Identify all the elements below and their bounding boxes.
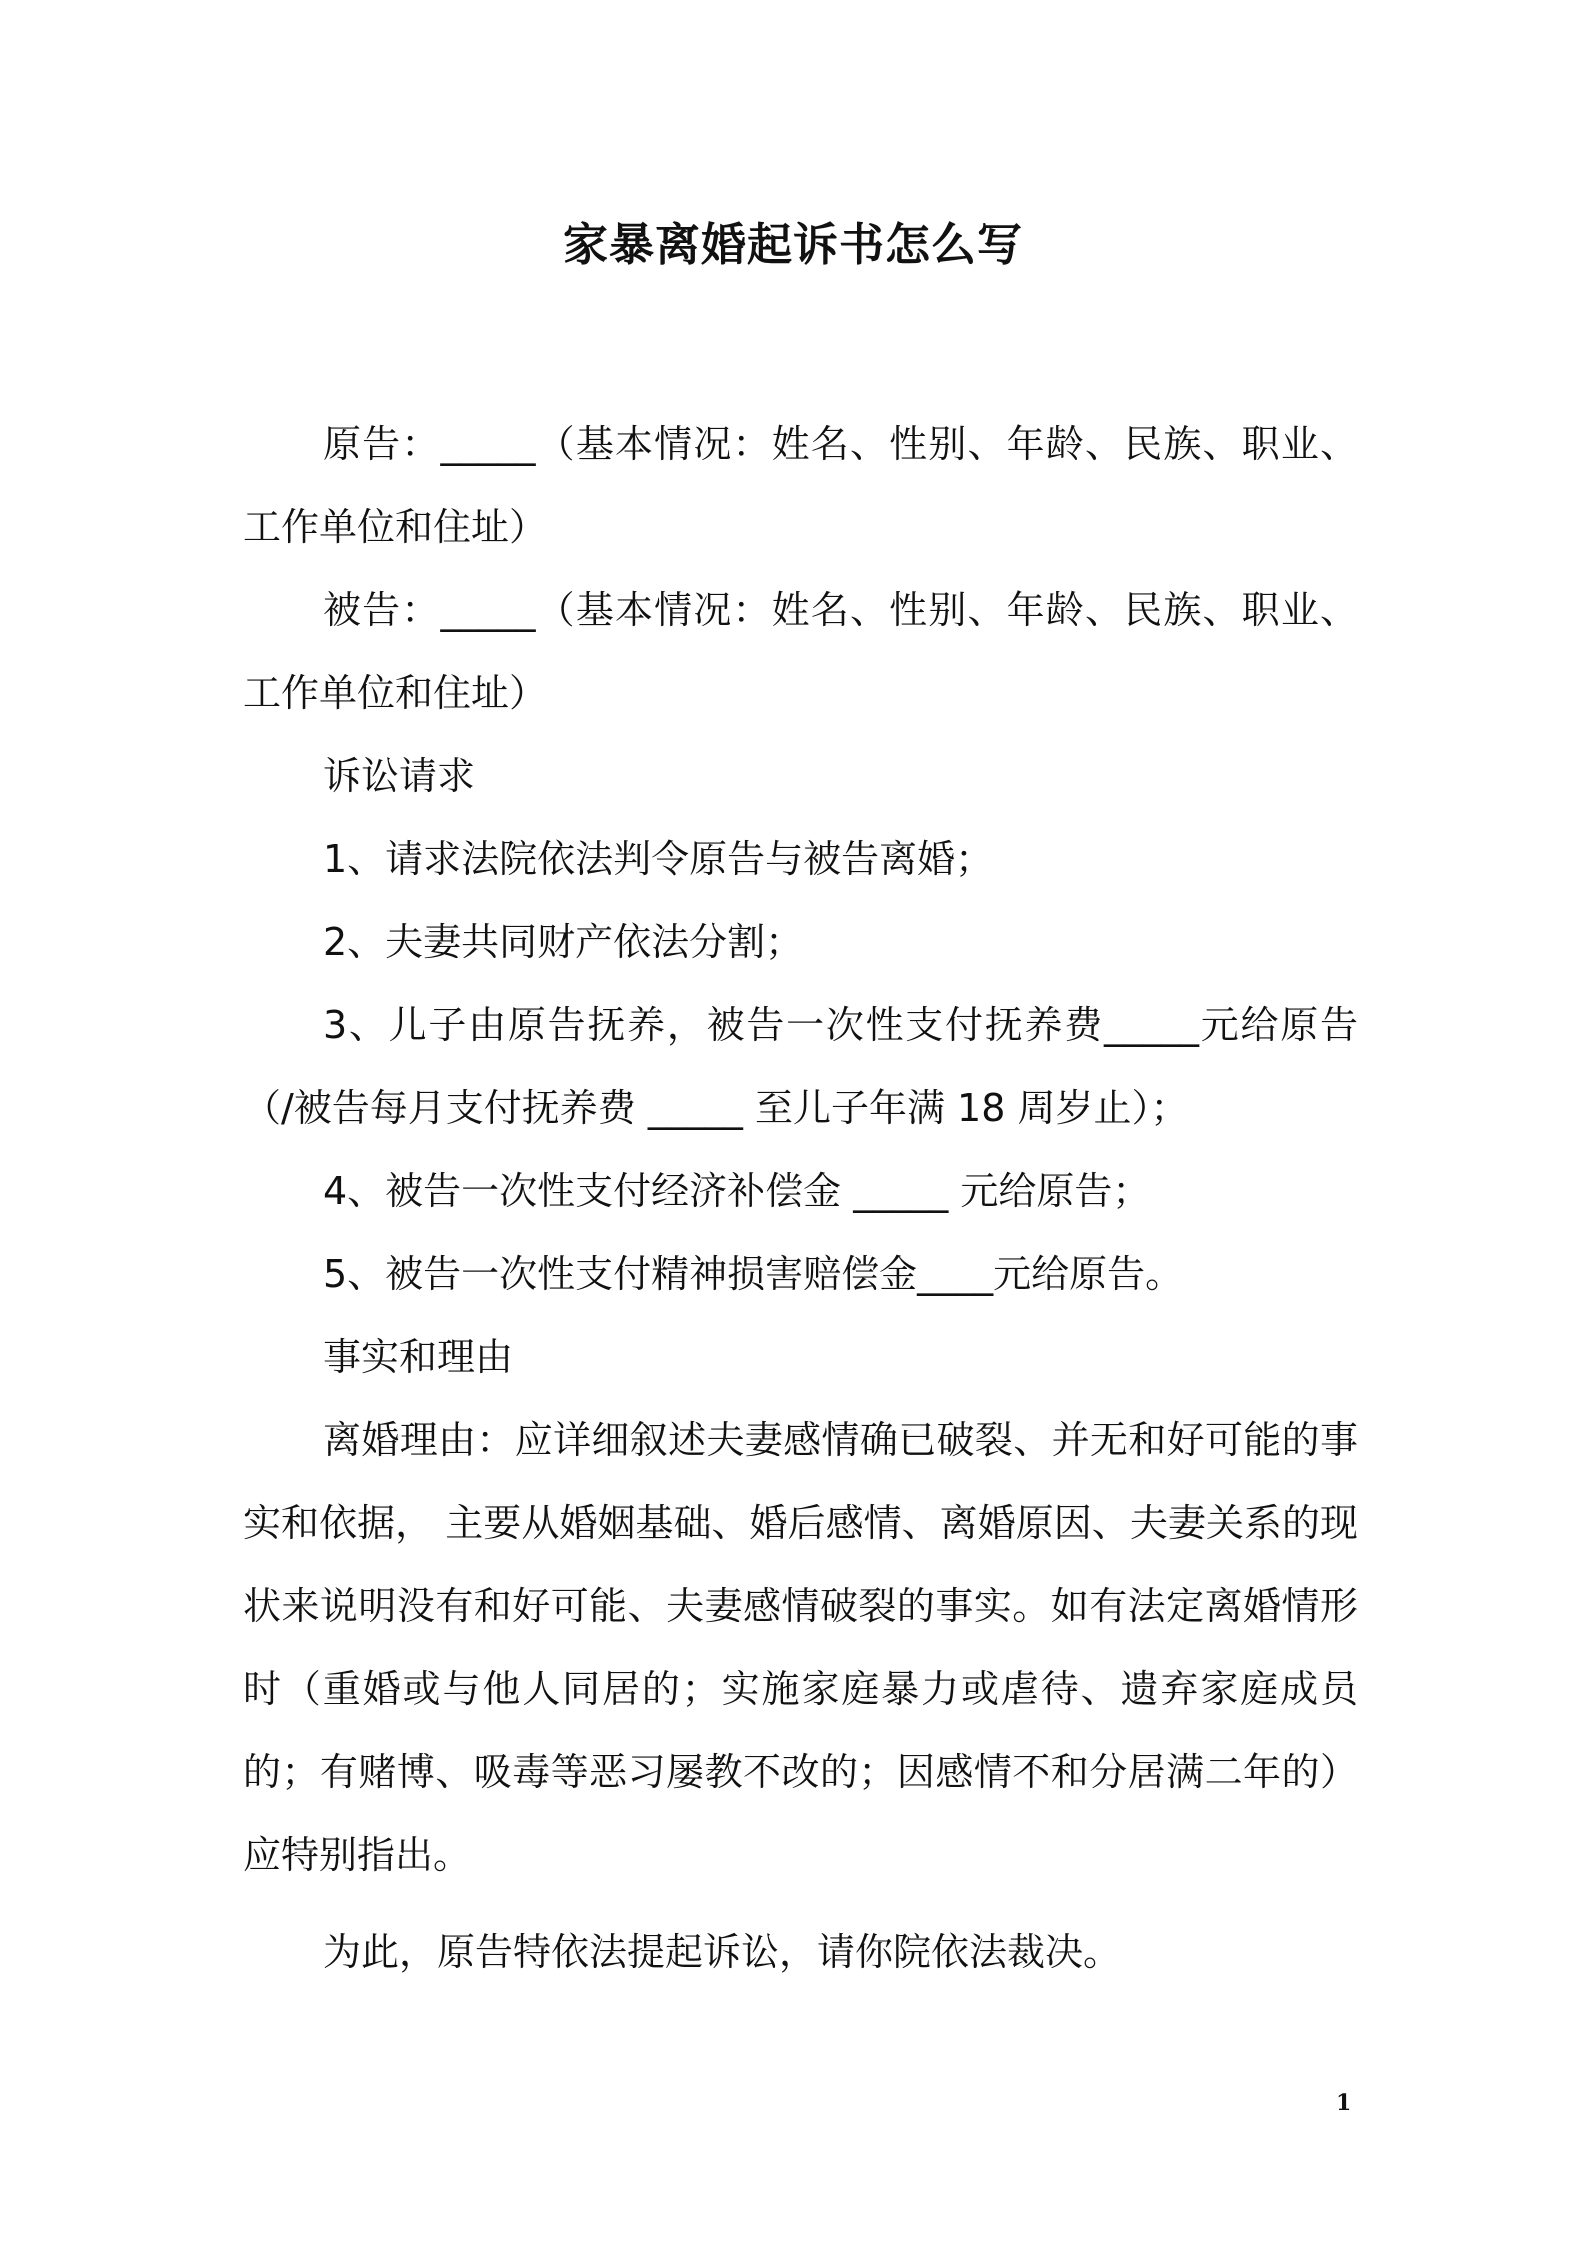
plaintiff-paragraph: 原告：_____（基本情况：姓名、性别、年龄、民族、职业、工作单位和住址） [243, 422, 1358, 549]
claim-item-1: 1、请求法院依法判令原告与被告离婚； [323, 837, 994, 881]
document-body [243, 403, 1358, 1994]
claim-item-2: 2、夫妻共同财产依法分割； [323, 920, 804, 964]
claim-item-3: 3、儿子由原告抚养，被告一次性支付抚养费_____元给原告（/被告每月支付抚养费 _____ 至儿子年满 18 周岁止）； [243, 1003, 1358, 1130]
claim-item-4: 4、被告一次性支付经济补偿金 _____ 元给原告； [323, 1169, 1151, 1213]
divorce-reason-paragraph: 离婚理由：应详细叙述夫妻感情确已破裂、并无和好可能的事实和依据， 主要从婚姻基础、婚后感情、离婚原因、夫妻关系的现状来说明没有和好可能、夫妻感情破裂的事实。如有法定离婚情形时（重婚或与他人同居的；实施家庭暴力或虐待、遗弃家庭成员的；有赌博、吸毒等恶习屡教不改的；因感情不和分居满二年的）应特别指出。 [243, 1418, 1358, 1877]
page-number: 1 [1336, 2090, 1352, 2116]
facts-heading: 事实和理由 [323, 1335, 514, 1379]
closing-paragraph: 为此，原告特依法提起诉讼，请你院依法裁决。 [323, 1930, 1122, 1974]
claim-item-5: 5、被告一次性支付精神损害赔偿金____元给原告。 [323, 1252, 1184, 1296]
defendant-paragraph: 被告：_____（基本情况：姓名、性别、年龄、民族、职业、工作单位和住址） [243, 588, 1358, 715]
document-title: 家暴离婚起诉书怎么写 [562, 218, 1023, 271]
claims-heading: 诉讼请求 [323, 754, 476, 798]
